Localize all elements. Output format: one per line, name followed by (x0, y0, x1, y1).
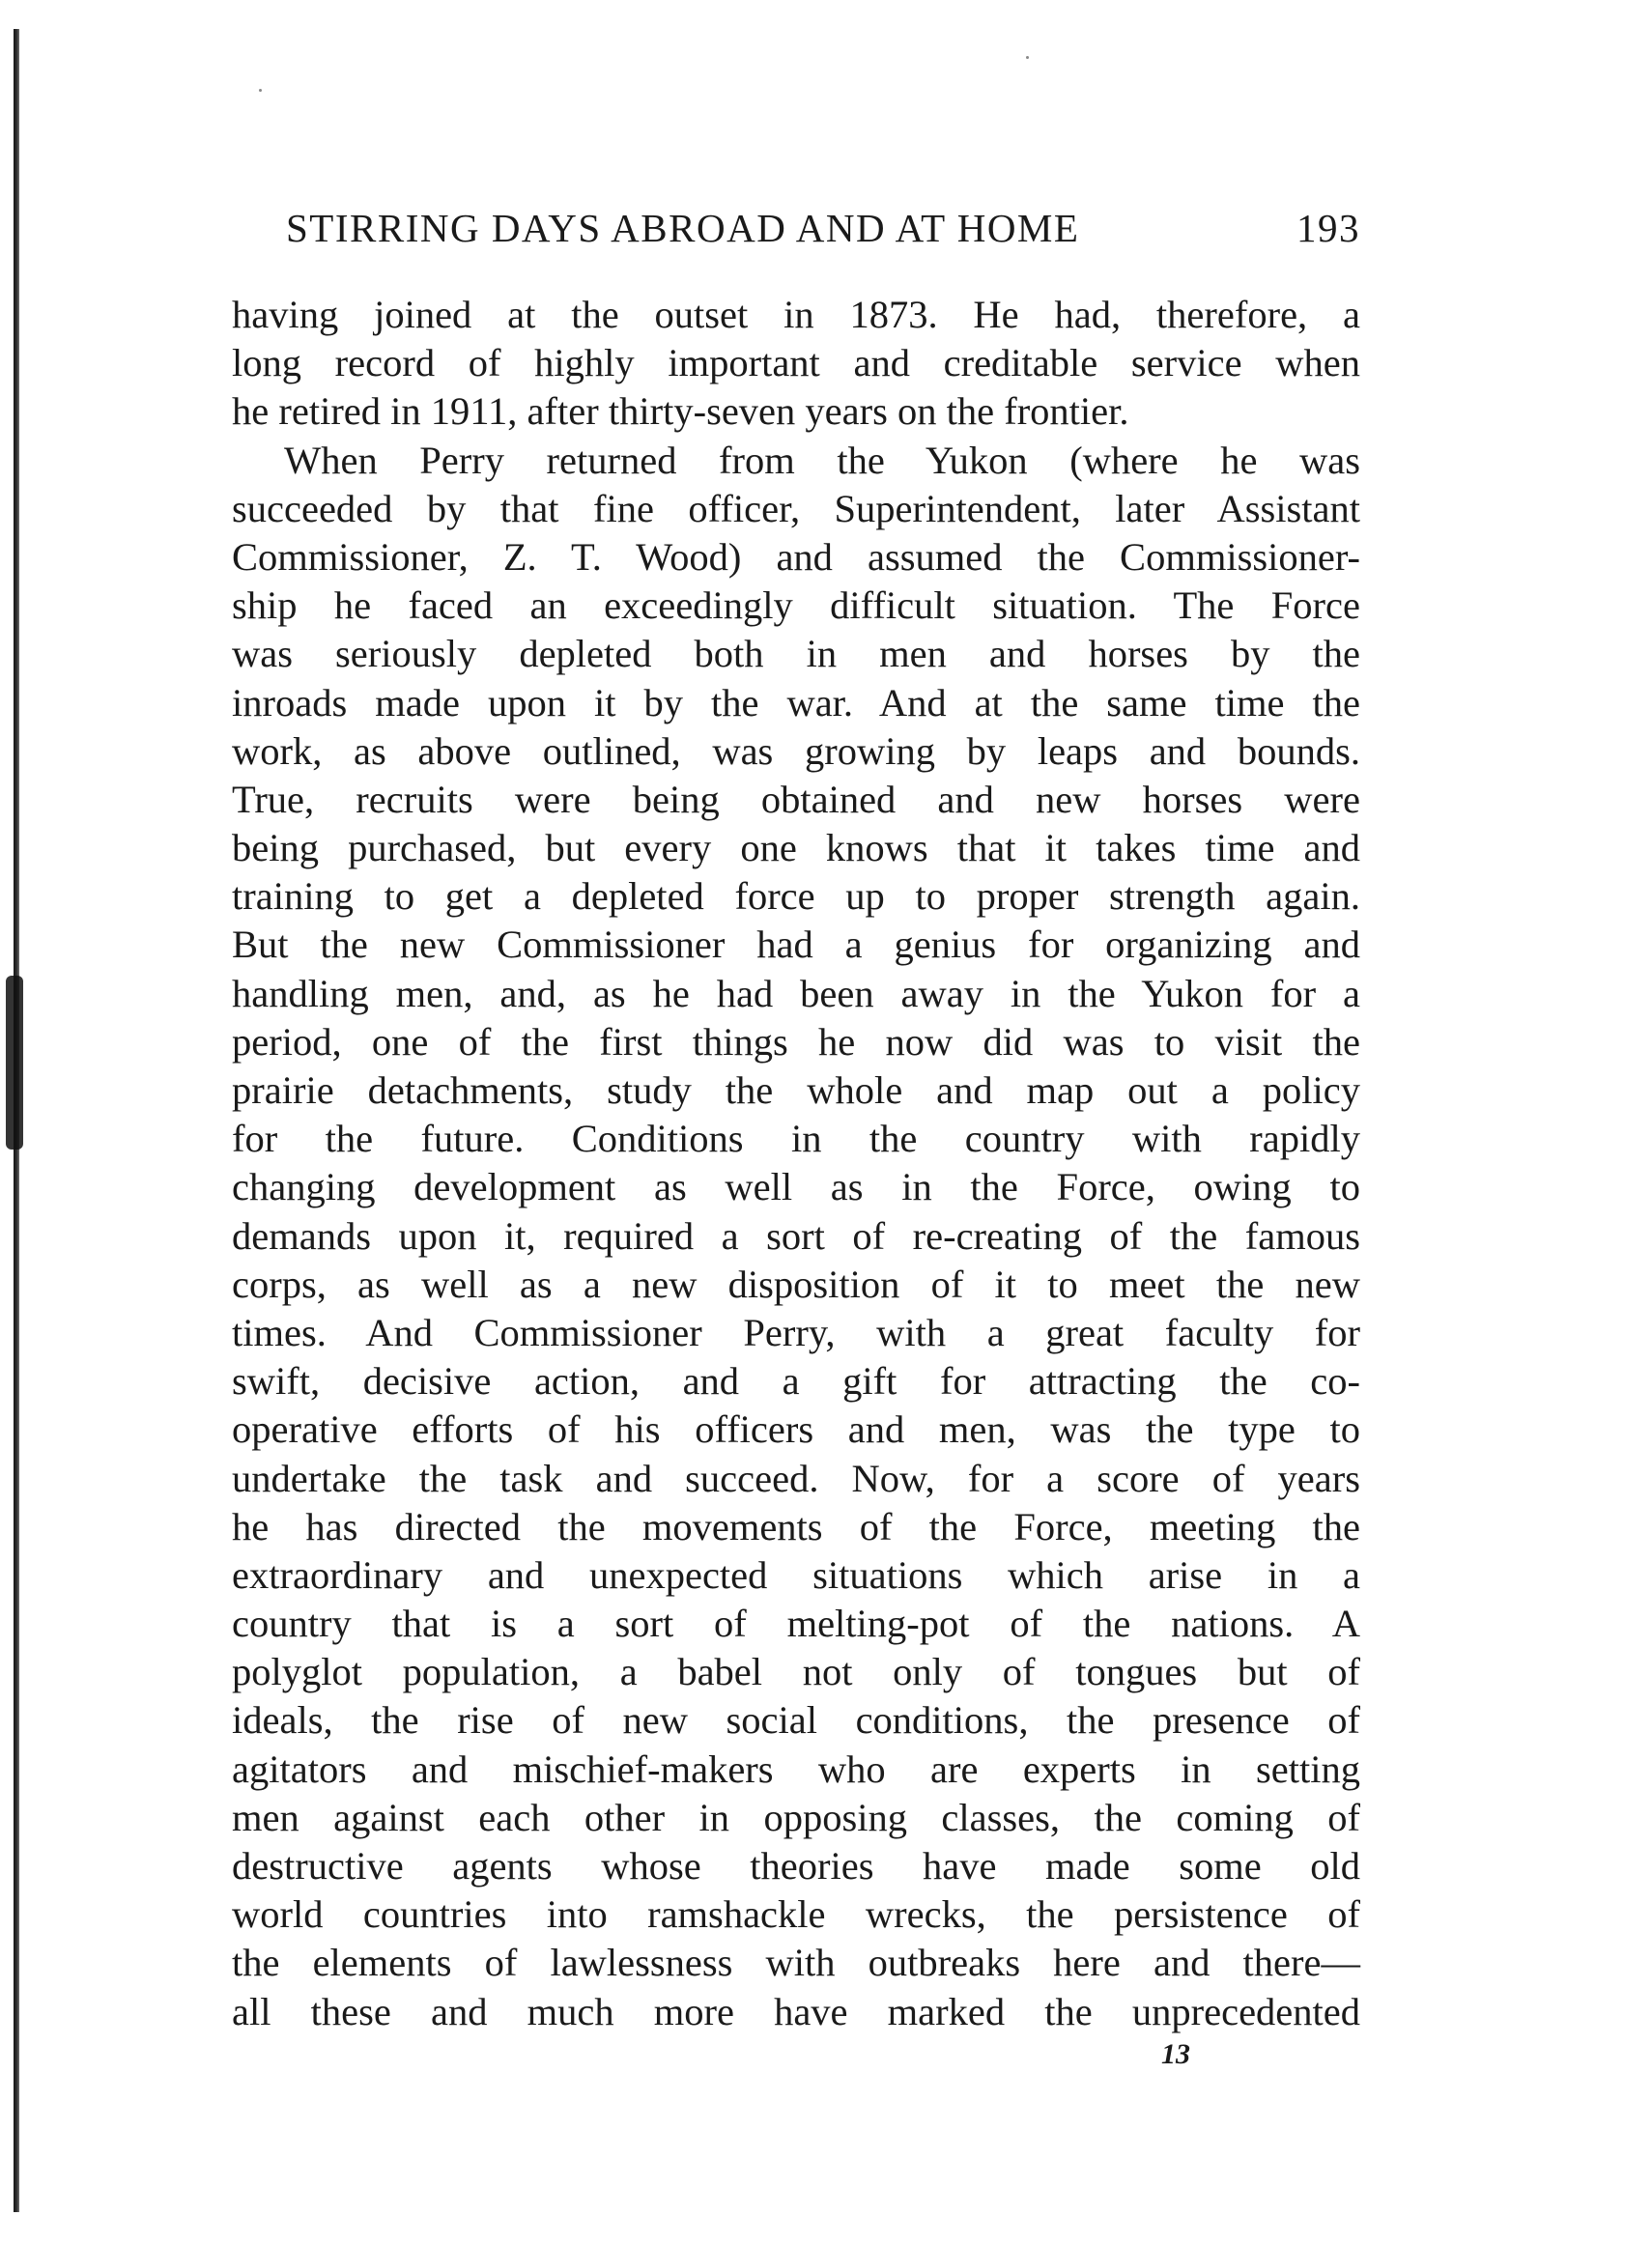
signature-mark: 13 (1161, 2038, 1190, 2070)
body-text (232, 291, 1360, 2036)
text-line: world countries into ramshackle wrecks, the persistence of (232, 1892, 1360, 1937)
text-line: period, one of the first things he now did was to visit the (232, 1019, 1360, 1064)
paper-speck (259, 89, 262, 92)
running-head (286, 205, 1360, 263)
text-line: destructive agents whose theories have made some old (232, 1844, 1360, 1888)
text-line: being purchased, but every one knows that it takes time and (232, 826, 1360, 870)
text-line: for the future. Conditions in the country with rapidly (232, 1117, 1360, 1161)
text-line: he has directed the movements of the Force, meeting the (232, 1504, 1360, 1548)
binding-smear (6, 976, 23, 1150)
text-line: changing development as well as in the Force, owing to (232, 1165, 1360, 1209)
text-line: was seriously depleted both in men and horses by the (232, 632, 1360, 676)
text-line: succeeded by that fine officer, Superintendent, later Assistant (232, 486, 1360, 530)
text-line: times. And Commissioner Perry, with a great faculty for (232, 1310, 1360, 1354)
text-line: But the new Commissioner had a genius for organizing and (232, 923, 1360, 967)
text-line: ship he faced an exceedingly difficult situation. The Force (232, 583, 1360, 628)
text-line: the elements of lawlessness with outbreaks here and there— (232, 1941, 1360, 1985)
text-line: agitators and mischief-makers who are experts in setting (232, 1747, 1360, 1791)
text-line: prairie detachments, study the whole and map out a policy (232, 1068, 1360, 1112)
text-line: men against each other in opposing classes, the coming of (232, 1795, 1360, 1839)
text-line: demands upon it, required a sort of re-creating of the famous (232, 1213, 1360, 1258)
text-line: polyglot population, a babel not only of tongues but of (232, 1650, 1360, 1694)
text-line: inroads made upon it by the war. And at the same time the (232, 680, 1360, 724)
text-line: True, recruits were being obtained and new horses were (232, 777, 1360, 821)
text-line: all these and much more have marked the unprecedented (232, 1989, 1360, 2033)
text-line: training to get a depleted force up to proper strength again. (232, 874, 1360, 919)
text-line: When Perry returned from the Yukon (where he was (284, 438, 1360, 482)
text-line: he retired in 1911, after thirty-seven years on the frontier. (232, 389, 1129, 434)
binding-shadow (0, 29, 33, 2212)
text-line: work, as above outlined, was growing by leaps and bounds. (232, 728, 1360, 773)
text-line: having joined at the outset in 1873. He had, therefore, a (232, 293, 1360, 336)
text-line: ideals, the rise of new social conditions, the presence of (232, 1698, 1360, 1743)
text-line: long record of highly important and creditable service when (232, 341, 1360, 385)
running-head-title: STIRRING DAYS ABROAD AND AT HOME (286, 206, 1080, 250)
text-line: handling men, and, as he had been away in the Yukon for a (232, 971, 1360, 1015)
paper-speck (1026, 56, 1029, 59)
text-line: corps, as well as a new disposition of it to meet the new (232, 1262, 1360, 1306)
text-line: swift, decisive action, and a gift for attracting the co- (232, 1359, 1360, 1404)
text-line: operative efforts of his officers and men, was the type to (232, 1407, 1360, 1452)
page-number: 193 (1296, 206, 1360, 250)
text-line: country that is a sort of melting-pot of the nations. A (232, 1602, 1360, 1646)
text-line: undertake the task and succeed. Now, for a score of years (232, 1456, 1360, 1500)
text-line: extraordinary and unexpected situations which arise in a (232, 1552, 1360, 1597)
text-line: Commissioner, Z. T. Wood) and assumed the Commissioner- (232, 534, 1360, 579)
